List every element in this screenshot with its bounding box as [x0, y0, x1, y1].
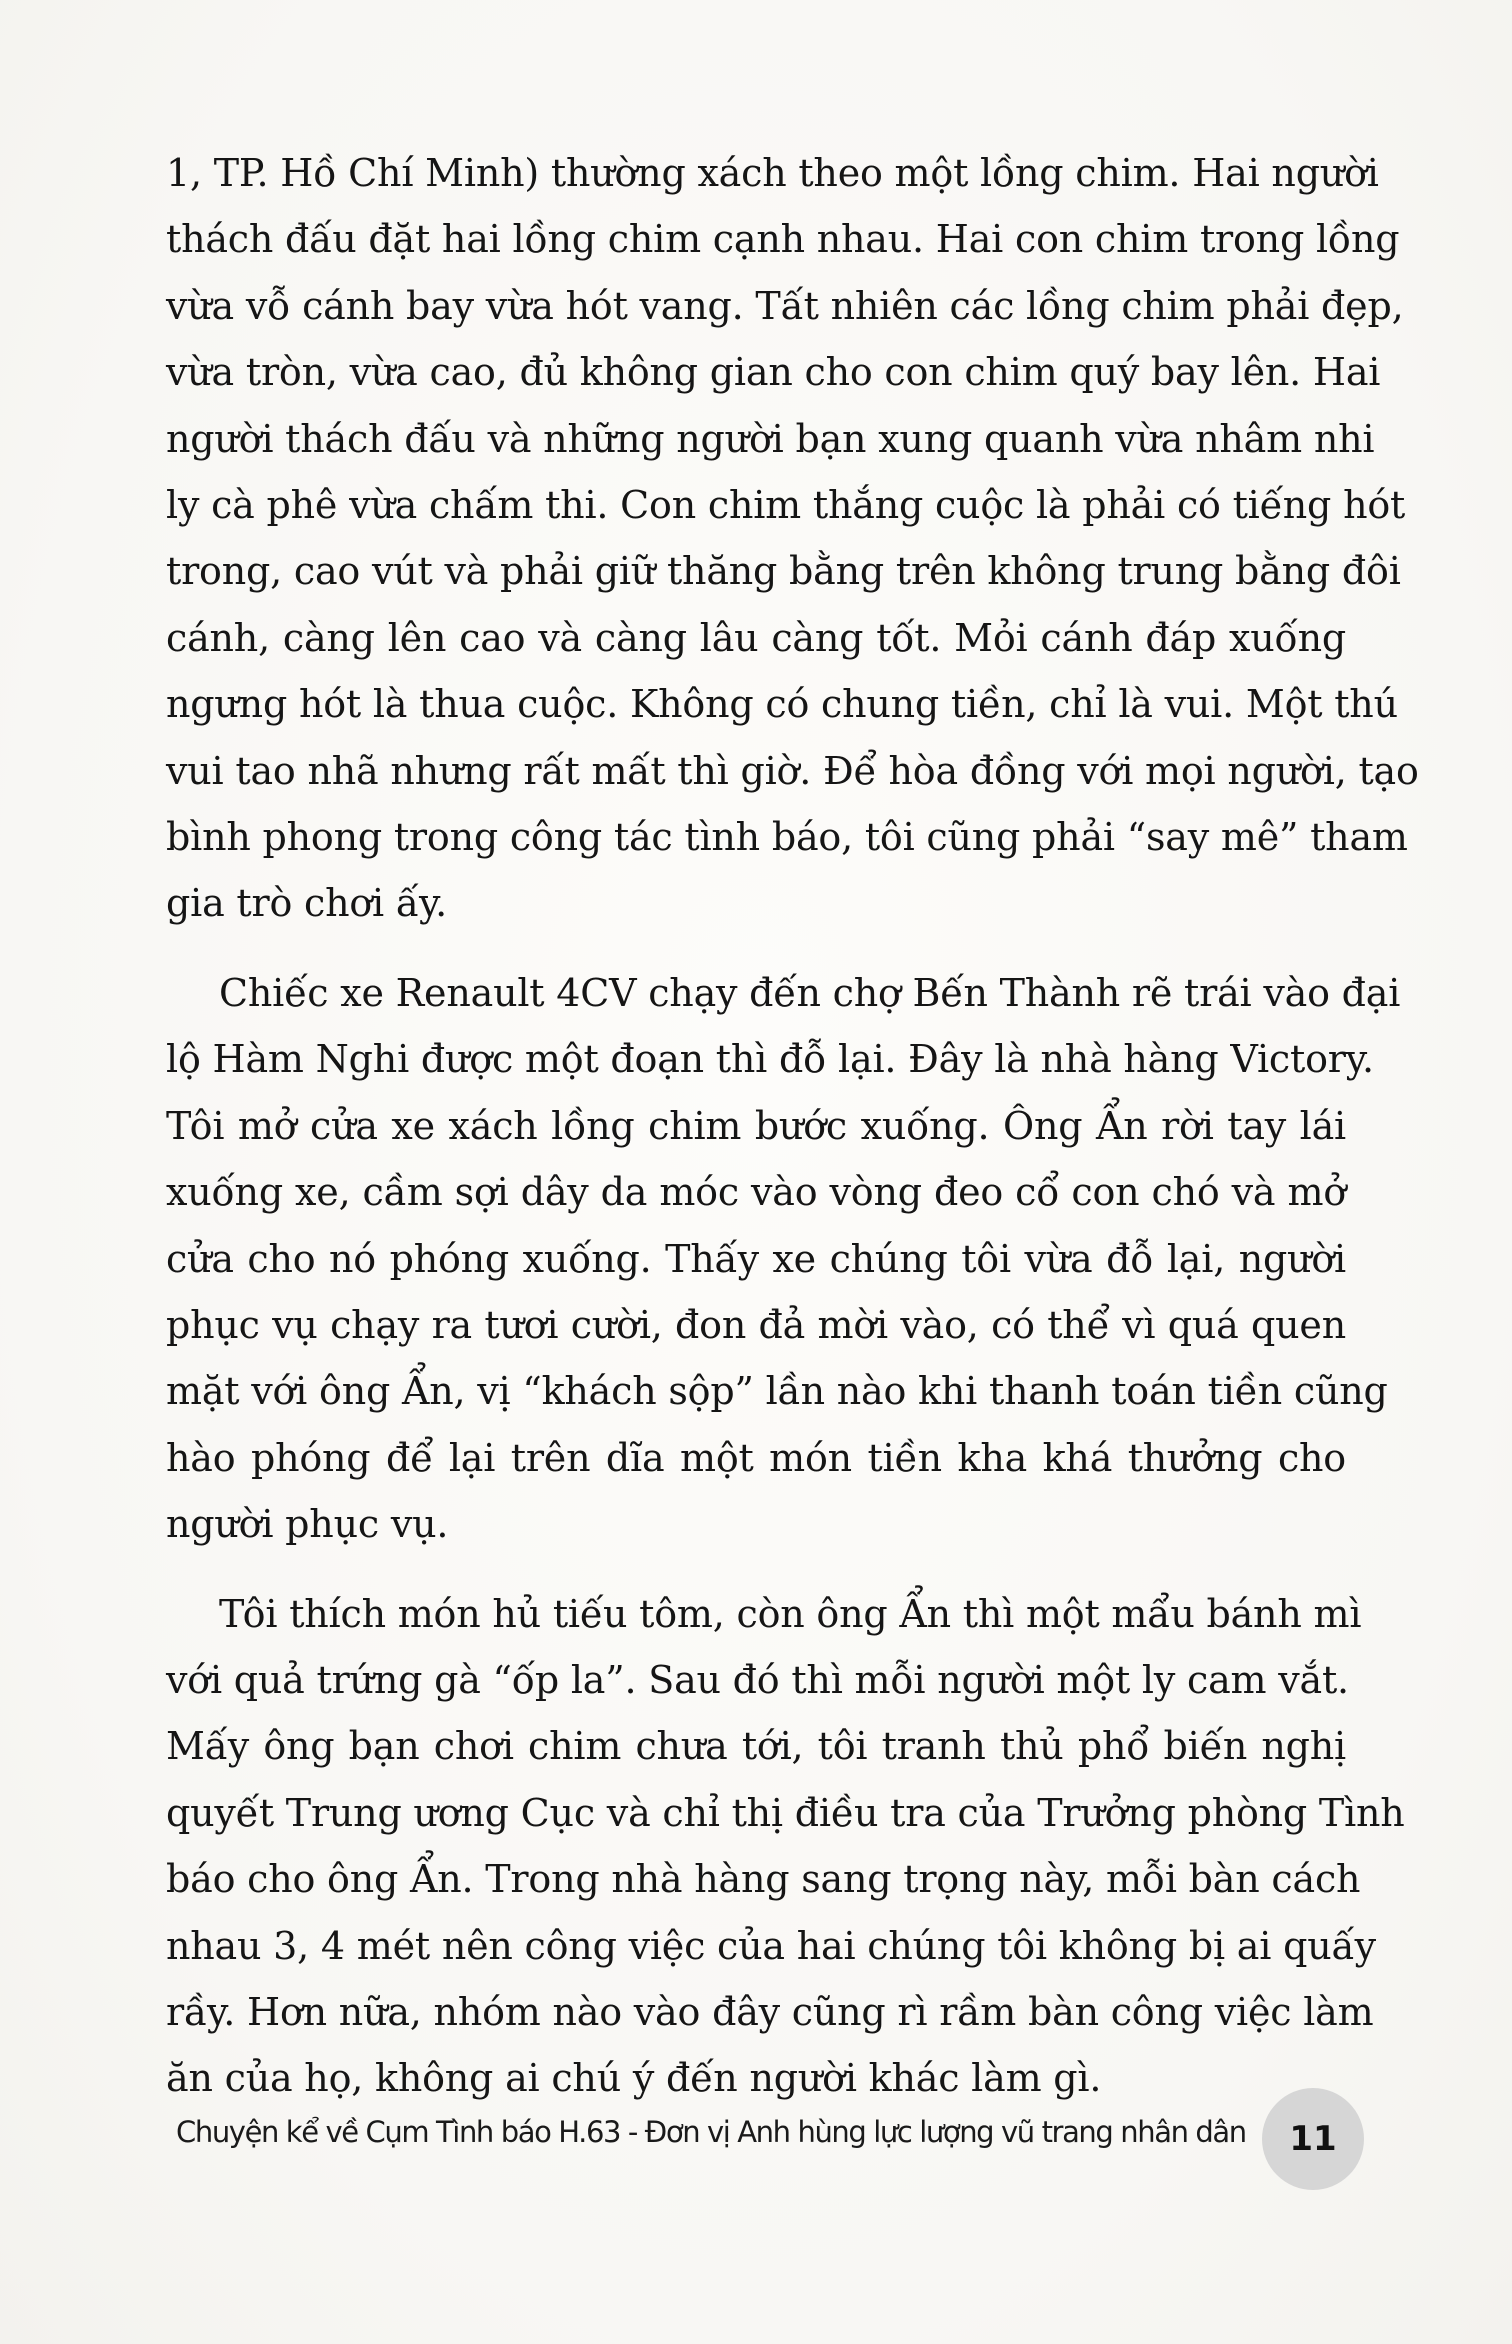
- text-line: mặt với ông Ẩn, vị “khách sộp” lần nào khi thanh toán tiền cũng: [166, 1369, 1388, 1414]
- text-line: vừa vỗ cánh bay vừa hót vang. Tất nhiên các lồng chim phải đẹp,: [166, 283, 1404, 328]
- text-line: Mấy ông bạn chơi chim chưa tới, tôi tranh thủ phổ biến nghị: [166, 1724, 1346, 1769]
- text-line: báo cho ông Ẩn. Trong nhà hàng sang trọng này, mỗi bàn cách: [166, 1857, 1361, 1902]
- paragraph-1: [166, 140, 1419, 937]
- text-line: rầy. Hơn nữa, nhóm nào vào đây cũng rì rầm bàn công việc làm: [166, 1989, 1374, 2034]
- text-line: phục vụ chạy ra tươi cười, đon đả mời vào, có thể vì quá quen: [166, 1302, 1346, 1347]
- text-line: vui tao nhã nhưng rất mất thì giờ. Để hòa đồng với mọi người, tạo: [166, 748, 1419, 793]
- body-text: [166, 140, 1419, 2112]
- text-line: trong, cao vút và phải giữ thăng bằng trên không trung bằng đôi: [166, 549, 1401, 594]
- text-line: người phục vụ.: [166, 1502, 449, 1547]
- text-line: người thách đấu và những người bạn xung quanh vừa nhâm nhi: [166, 416, 1375, 461]
- text-line: ngưng hót là thua cuộc. Không có chung tiền, chỉ là vui. Một thú: [166, 682, 1398, 727]
- text-line: xuống xe, cầm sợi dây da móc vào vòng đeo cổ con chó và mở: [166, 1170, 1346, 1215]
- text-line: nhau 3, 4 mét nên công việc của hai chúng tôi không bị ai quấy: [166, 1923, 1376, 1968]
- text-line: 1, TP. Hồ Chí Minh) thường xách theo một lồng chim. Hai người: [166, 151, 1379, 195]
- running-footer-title: Chuyện kể về Cụm Tình báo H.63 - Đơn vị Anh hùng lực lượng vũ trang nhân dân: [176, 2115, 1246, 2149]
- paragraph-3: [166, 1581, 1405, 2112]
- text-line: với quả trứng gà “ốp la”. Sau đó thì mỗi người một ly cam vắt.: [166, 1657, 1349, 1702]
- text-line: Tôi mở cửa xe xách lồng chim bước xuống. Ông Ẩn rời tay lái: [166, 1103, 1346, 1148]
- page-number-badge: 11: [1262, 2088, 1364, 2190]
- text-line: lộ Hàm Nghi được một đoạn thì đỗ lại. Đây là nhà hàng Victory.: [166, 1037, 1374, 1082]
- text-line: ly cà phê vừa chấm thi. Con chim thắng cuộc là phải có tiếng hót: [166, 483, 1406, 528]
- text-line: cánh, càng lên cao và càng lâu càng tốt. Mỏi cánh đáp xuống: [166, 615, 1346, 660]
- text-line: Tôi thích món hủ tiếu tôm, còn ông Ẩn thì một mẩu bánh mì: [219, 1591, 1362, 1636]
- text-line: hào phóng để lại trên dĩa một món tiền kha khá thưởng cho: [166, 1435, 1346, 1480]
- text-line: cửa cho nó phóng xuống. Thấy xe chúng tôi vừa đỗ lại, người: [166, 1236, 1346, 1281]
- text-line: bình phong trong công tác tình báo, tôi cũng phải “say mê” tham: [166, 815, 1408, 860]
- paragraph-2: [166, 960, 1401, 1558]
- text-line: vừa tròn, vừa cao, đủ không gian cho con chim quý bay lên. Hai: [166, 350, 1381, 395]
- text-line: Chiếc xe Renault 4CV chạy đến chợ Bến Thành rẽ trái vào đại: [219, 970, 1401, 1015]
- text-line: quyết Trung ương Cục và chỉ thị điều tra của Trưởng phòng Tình: [166, 1790, 1405, 1835]
- text-line: ăn của họ, không ai chú ý đến người khác làm gì.: [166, 2056, 1102, 2101]
- text-line: gia trò chơi ấy.: [166, 881, 448, 926]
- text-line: thách đấu đặt hai lồng chim cạnh nhau. Hai con chim trong lồng: [166, 217, 1400, 262]
